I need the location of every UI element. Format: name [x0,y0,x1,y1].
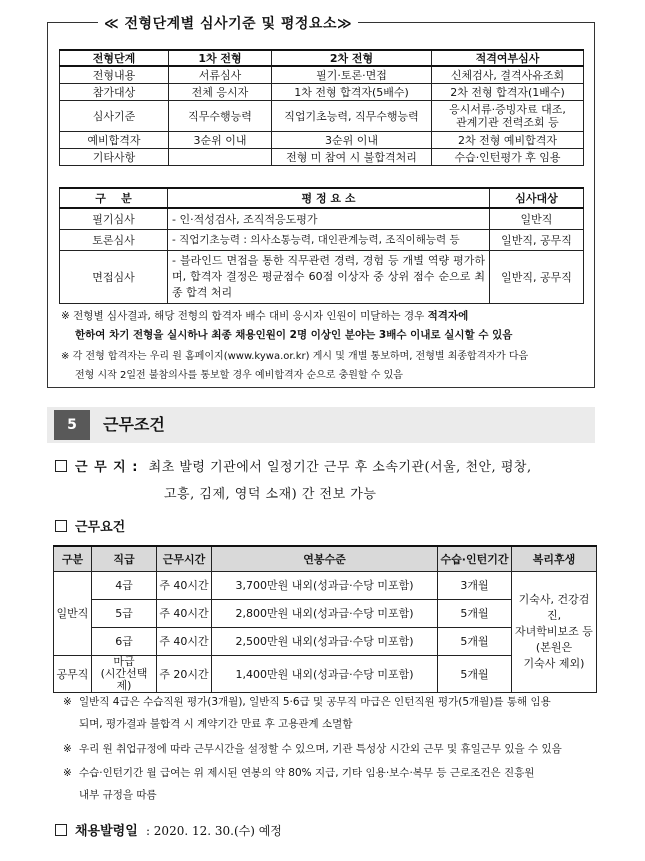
note-mark: ※ [61,351,70,362]
col-header: 구분 [54,546,92,572]
workplace-text: 최초 발령 기관에서 일정기간 근무 후 소속기관(서울, 천안, 평창, [148,460,532,475]
note-text: 내부 규정을 따름 [79,789,157,801]
note-bold-text: 한하여 차기 전형을 실시하나 최종 채용인원이 2명 이상인 분야는 3배수 이내로 실시할 수 있음 [75,329,513,341]
welfare-cell: 기숙사, 건강검진, 자녀학비보조 등 (본원은 기숙사 제외) [512,572,597,693]
table-cell: 심사기준 [60,101,169,132]
table-cell: 5개월 [438,628,512,656]
table-cell [169,149,272,166]
col-header: 평 정 요 소 [168,188,490,208]
table-cell: 2,500만원 내외(성과급·수당 미포함) [212,628,438,656]
table-cell: 3,700만원 내외(성과급·수당 미포함) [212,572,438,600]
table-cell: 전형내용 [60,66,169,84]
checkbox-square-icon [55,520,67,532]
note-text: 수습·인턴기간 월 급여는 위 제시된 연봉의 약 80% 지급, 기타 임용·보수·복무 등 근로조건은 진흥원 [79,767,535,779]
screening-stage-table [59,49,584,166]
table-row [60,66,584,84]
table-cell: 주 40시간 [157,600,212,628]
note-mark: ※ [63,696,72,708]
evaluation-element-table [59,187,584,304]
requirements-label: 근무요건 [75,520,126,535]
col-header: 복리후생 [512,546,597,572]
workplace-label: 근 무 지 : [75,460,139,475]
table-cell: 필기심사 [60,208,168,230]
col-header: 근무시간 [157,546,212,572]
note-mark: ※ [61,310,70,322]
col-header: 구 분 [60,188,168,208]
workplace-text-2: 고흥, 김제, 영덕 소재) 간 전보 가능 [164,487,377,502]
table-row [60,101,584,132]
table-cell: 1,400만원 내외(성과급·수당 미포함) [212,656,438,693]
table-cell: 2차 전형 합격자(1배수) [432,84,584,101]
table-cell: 4급 [92,572,157,600]
table-cell: 직무수행능력 [169,101,272,132]
table-row [60,251,584,304]
note-work-hours [63,738,598,760]
checkbox-square-icon [55,460,67,472]
table-row [60,208,584,230]
table-cell: - 인·적성검사, 조직적응도평가 [168,208,490,230]
appointment-label: 채용발령일 [75,824,138,839]
table-cell: 2,800만원 내외(성과급·수당 미포함) [212,600,438,628]
table-cell: - 직업기초능력 : 의사소통능력, 대인관계능력, 조직이해능력 등 [168,230,490,251]
col-header: 적격여부심사 [432,50,584,66]
table-row [60,132,584,149]
table-cell: 기타사항 [60,149,169,166]
table-cell: 주 40시간 [157,628,212,656]
table-cell: 2차 전형 예비합격자 [432,132,584,149]
appointment-line [55,820,282,839]
note-text: 전형 시작 2일전 불참의사를 통보할 경우 예비합격자 순으로 충원할 수 있음 [75,370,403,381]
col-header: 2차 전형 [272,50,432,66]
table-cell: 면접심사 [60,251,168,304]
table-cell: 일반직 [54,572,92,656]
table-cell: 5급 [92,600,157,628]
col-header: 전형단계 [60,50,169,66]
section-title: 근무조건 [103,415,165,434]
table-cell: 참가대상 [60,84,169,101]
table-cell: 전형 미 참여 시 불합격처리 [272,149,432,166]
table-cell: 전체 응시자 [169,84,272,101]
table-cell: - 블라인드 면접을 통한 직무관련 경력, 경험 등 개별 역량 평가하며, 합격자 결정은 평균점수 60점 이상자 중 상위 점수 순으로 최종 합격 처리 [168,251,490,304]
table-row [54,572,597,600]
note-text: 일반직 4급은 수습직원 평가(3개월), 일반직 5·6급 및 공무직 마급은 인턴직원 평가(5개월)를 통해 임용 [79,696,551,708]
section-header [47,407,595,443]
table-cell: 6급 [92,628,157,656]
table-cell: 5개월 [438,656,512,693]
table-cell: 필기·토론·면접 [272,66,432,84]
col-header: 연봉수준 [212,546,438,572]
table-cell: 주 20시간 [157,656,212,693]
col-header: 직급 [92,546,157,572]
col-header: 심사대상 [490,188,584,208]
table-cell: 서류심사 [169,66,272,84]
note-mark: ※ [63,743,72,755]
work-conditions-table [53,545,597,693]
table-cell: 신체검사, 결격사유조회 [432,66,584,84]
note-screening-result [61,307,591,345]
table-cell: 토론심사 [60,230,168,251]
table-cell: 3개월 [438,572,512,600]
note-text: 우리 원 취업규정에 따라 근무시간을 설정할 수 있으며, 기관 특성상 시간외 근무 및 휴일근무 있을 수 있음 [79,743,562,755]
appointment-value: : 2020. 12. 30.(수) 예정 [145,824,282,838]
col-header: 수습·인턴기간 [438,546,512,572]
table-cell: 5개월 [438,600,512,628]
table-cell: 공무직 [54,656,92,693]
table-cell: 수습·인턴평가 후 임용 [432,149,584,166]
note-mark: ※ [63,767,72,779]
table-cell: 마급 (시간선택제) [92,656,157,693]
checkbox-square-icon [55,824,67,836]
table-cell: 주 40시간 [157,572,212,600]
table-cell: 1차 전형 합격자(5배수) [272,84,432,101]
table-cell: 예비합격자 [60,132,169,149]
frame-title: ≪ 전형단계별 심사기준 및 평정요소≫ [98,13,358,33]
table-cell: 3순위 이내 [272,132,432,149]
table-row [60,230,584,251]
table-cell: 일반직, 공무직 [490,251,584,304]
table-cell: 응시서류·증빙자료 대조, 관계기관 전력조회 등 [432,101,584,132]
col-header: 1차 전형 [169,50,272,66]
table-cell: 직업기초능력, 직무수행능력 [272,101,432,132]
note-notification [61,347,591,385]
table-cell: 일반직 [490,208,584,230]
workplace-line [55,456,532,475]
note-probation [63,691,598,735]
note-bold-text: 적격자에 [427,310,469,322]
table-row [60,84,584,101]
note-text: 각 전형 합격자는 우리 원 홈페이지(www.kywa.or.kr) 게시 및 개별 통보하며, 전형별 최종합격자가 다음 [72,351,529,362]
section-number: 5 [54,410,90,440]
table-row [60,149,584,166]
table-cell: 일반직, 공무직 [490,230,584,251]
requirements-heading [55,516,125,535]
note-text: 되며, 평가결과 불합격 시 계약기간 만료 후 고용관계 소멸함 [79,718,353,730]
note-text: 전형별 심사결과, 해당 전형의 합격자 배수 대비 응시자 인원이 미달하는 경우 [73,310,428,322]
table-cell: 3순위 이내 [169,132,272,149]
note-salary [63,762,598,806]
